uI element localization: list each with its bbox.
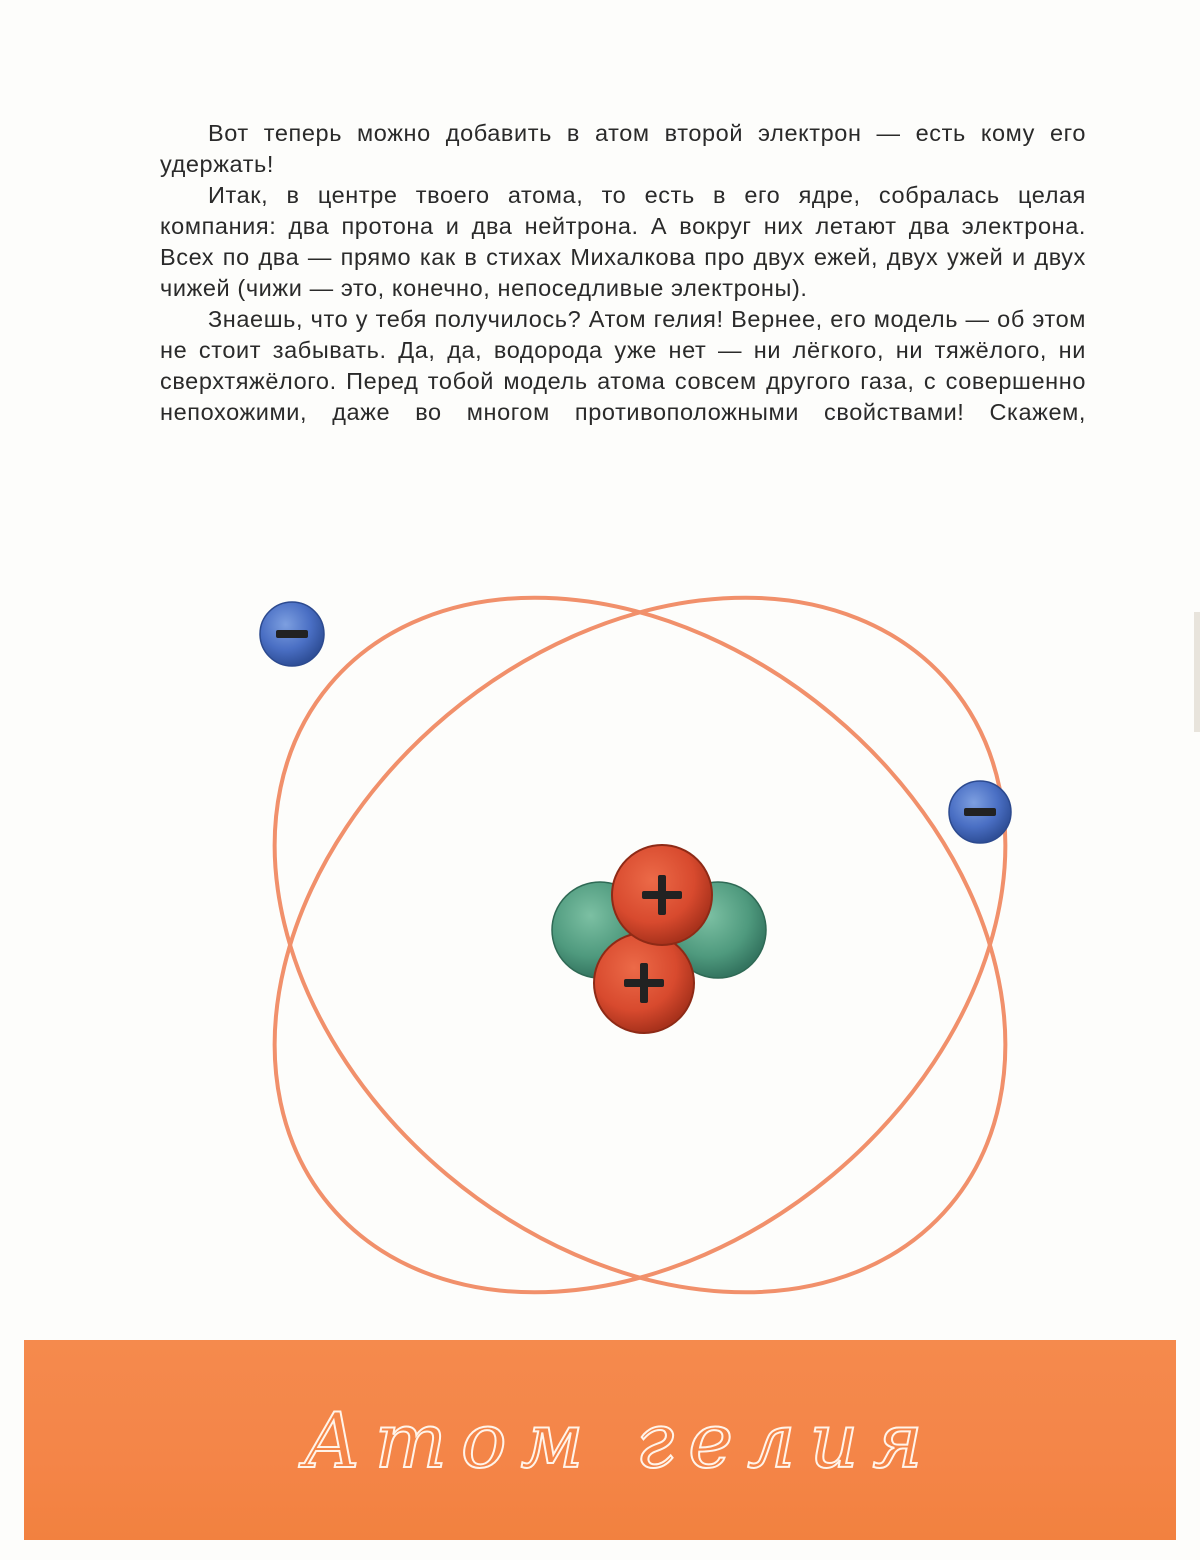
paragraph-1: Вот теперь можно добавить в атом второй электрон — есть кому его удержать! xyxy=(160,120,1086,177)
page-edge-mark xyxy=(1194,612,1200,732)
helium-atom-illustration xyxy=(0,560,1200,1320)
paragraph-3: Знаешь, что у тебя получилось? Атом гелия! Вернее, его модель — об этом не стоит забывать. Да, да, водорода уже нет — ни лёгкого, ни тяжёлого, ни сверхтяжёлого. Перед тобой модель атома совсем другого газа, с совершенно непохожими, даже во многом противоположными свойствами! Скажем, xyxy=(160,306,1086,425)
banner-title: Атом гелия xyxy=(303,1395,937,1485)
paragraph-2: Итак, в центре твоего атома, то есть в его ядре, собралась целая компания: два протона и два нейтрона. А вокруг них летают два электрона. Всех по два — прямо как в стихах Михалкова про двух ежей, двух ужей и двух чижей (чижи — это, конечно, непоседливые электроны). xyxy=(160,182,1086,301)
title-banner xyxy=(24,1340,1176,1540)
nucleus xyxy=(552,845,766,1033)
electron-top-left xyxy=(260,602,324,666)
electron-right xyxy=(949,781,1011,843)
body-text xyxy=(160,118,1086,428)
